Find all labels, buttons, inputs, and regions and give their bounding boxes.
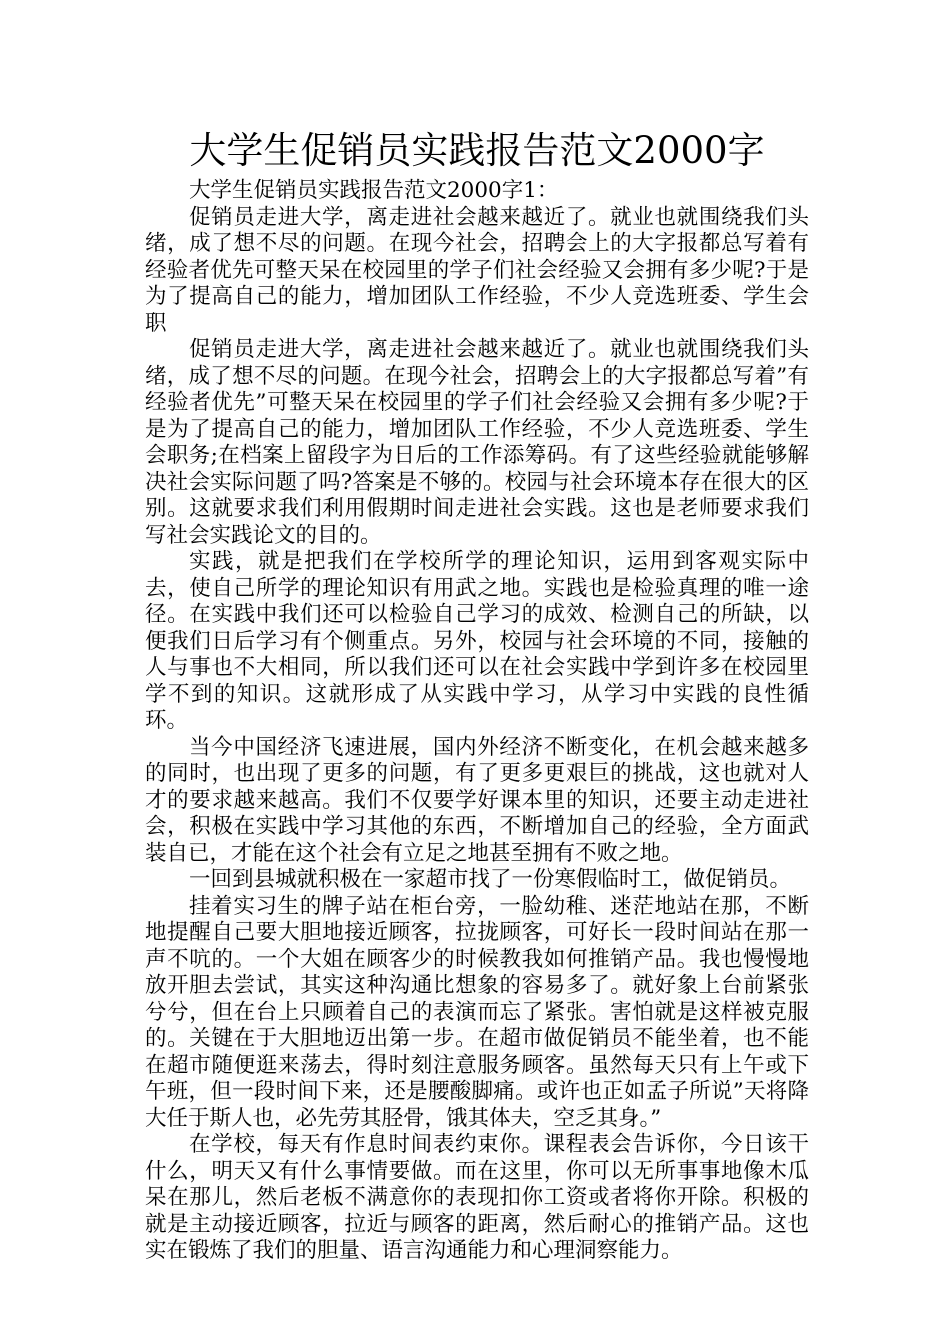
paragraph-3: 实践，就是把我们在学校所学的理论知识，运用到客观实际中去，使自己所学的理论知识有用武之地。实践也是检验真理的唯一途径。在实践中我们还可以检验自己学习的成效、检测自己的所缺，以便我们日后学习有个侧重点。另外，校园与社会环境的不同，接触的人与事也不大相同，所以我们还可以在社会实践中学到许多在校园里学不到的知识。这就形成了从实践中学习，从学习中实践的良性循环。 <box>145 549 809 733</box>
paragraph-1: 促销员走进大学，离走进社会越来越近了。就业也就围绕我们头绪，成了想不尽的问题。在现今社会，招聘会上的大字报都总写着有经验者优先可整天呆在校园里的学子们社会经验又会拥有多少呢?于是为了提高自己的能力，增加团队工作经验，不少人竞选班委、学生会职 <box>145 204 809 336</box>
document-page <box>145 128 809 1265</box>
document-title: 大学生促销员实践报告范文2000字 <box>189 129 765 172</box>
paragraph-6: 挂着实习生的牌子站在柜台旁，一脸幼稚、迷茫地站在那，不断地提醒自己要大胆地接近顾客，拉拢顾客，可好长一段时间站在那一声不吭的。一个大姐在顾客少的时候教我如何推销产品。我也慢慢地放开胆去尝试，其实这种沟通比想象的容易多了。就好象上台前紧张兮兮，但在台上只顾着自己的表演而忘了紧张。害怕就是这样被克服的。关键在于大胆地迈出第一步。在超市做促销员不能坐着，也不能在超市随便逛来荡去，得时刻注意服务顾客。虽然每天只有上午或下午班，但一段时间下来，还是腰酸脚痛。或许也正如孟子所说”天将降大任于斯人也，必先劳其胫骨，饿其体夫，空乏其身。” <box>145 893 809 1131</box>
paragraph-2: 促销员走进大学，离走进社会越来越近了。就业也就围绕我们头绪，成了想不尽的问题。在现今社会，招聘会上的大字报都总写着”有经验者优先”可整天呆在校园里的学子们社会经验又会拥有多少呢?于是为了提高自己的能力，增加团队工作经验，不少人竞选班委、学生会职务;在档案上留段字为日后的工作添筹码。有了这些经验就能够解决社会实际问题了吗?答案是不够的。校园与社会环境本存在很大的区别。这就要求我们利用假期时间走进社会实践。这也是老师要求我们写社会实践论文的目的。 <box>145 337 809 548</box>
paragraph-4: 当今中国经济飞速进展，国内外经济不断变化，在机会越来越多的同时，也出现了更多的问题，有了更多更艰巨的挑战，这也就对人才的要求越来越高。我们不仅要学好课本里的知识，还要主动走进社会，积极在实践中学习其他的东西，不断增加自己的经验，全方面武装自已，才能在这个社会有立足之地甚至拥有不败之地。 <box>145 734 809 866</box>
document-subtitle: 大学生促销员实践报告范文2000字1： <box>189 178 559 203</box>
paragraph-5: 一回到县城就积极在一家超市找了一份寒假临时工，做促销员。 <box>189 867 792 892</box>
paragraph-7: 在学校，每天有作息时间表约束你。课程表会告诉你，今日该干什么，明天又有什么事情要做。而在这里，你可以无所事事地像木瓜呆在那儿，然后老板不满意你的表现扣你工资或者将你开除。积极的就是主动接近顾客，拉近与顾客的距离，然后耐心的推销产品。这也实在锻炼了我们的胆量、语言沟通能力和心理洞察能力。 <box>145 1132 809 1263</box>
